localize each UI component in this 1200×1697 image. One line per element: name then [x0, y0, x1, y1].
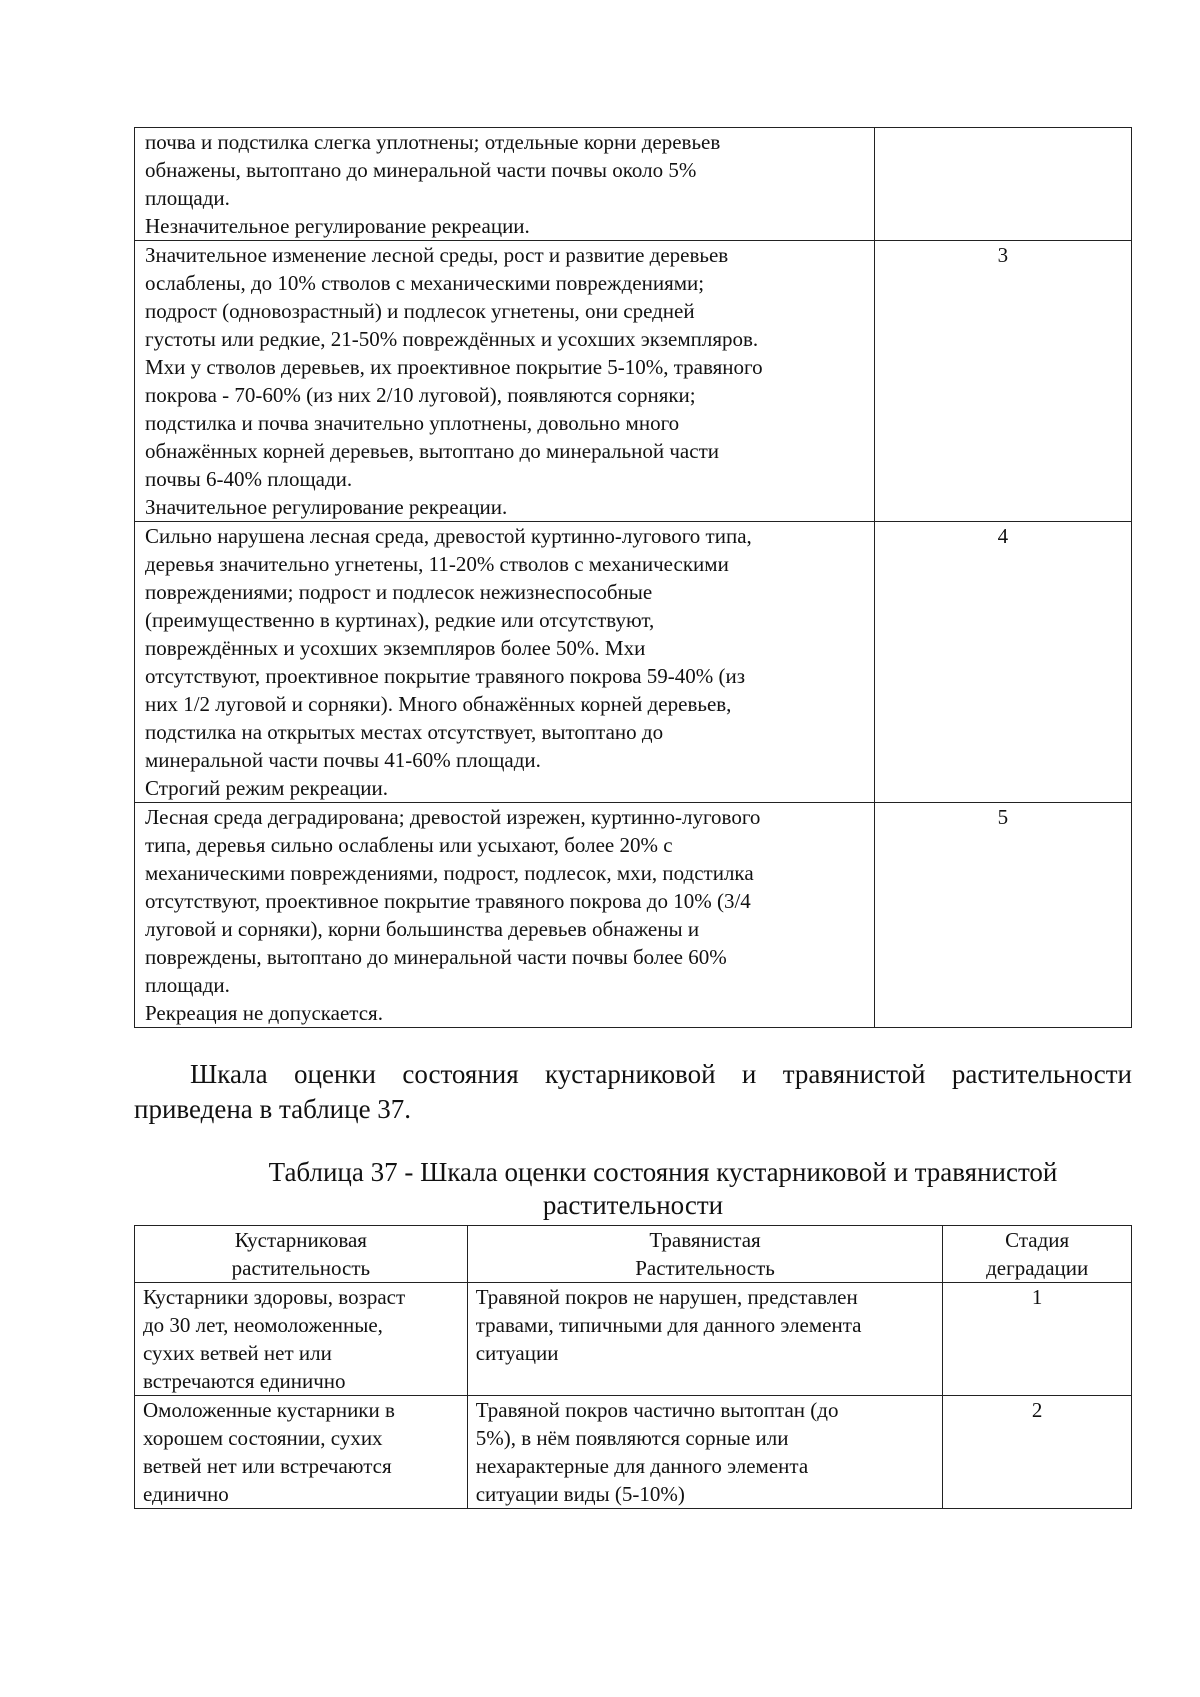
shrub-cell — [135, 1283, 468, 1396]
description-line: Мхи у стволов деревьев, их проективное покрытие 5-10%, травяного — [145, 355, 763, 379]
description-line: Рекреация не допускается. — [145, 1001, 383, 1025]
cell-line: до 30 лет, неомоложенные, — [143, 1313, 383, 1337]
description-line: ослаблены, до 10% стволов с механическими повреждениями; — [145, 271, 705, 295]
grass-cell — [467, 1283, 943, 1396]
condition-description — [135, 241, 875, 522]
table-row — [135, 1396, 1132, 1509]
condition-description — [135, 522, 875, 803]
table-row — [135, 128, 1132, 241]
description-line: подстилка на открытых местах отсутствует, вытоптано до — [145, 720, 664, 744]
condition-description — [135, 128, 875, 241]
header-line: Растительность — [635, 1256, 775, 1280]
description-line: повреждены, вытоптано до минеральной части почвы более 60% — [145, 945, 727, 969]
description-line: подстилка и почва значительно уплотнены, довольно много — [145, 411, 680, 435]
degradation-stage: 3 — [874, 241, 1131, 522]
condition-description — [135, 803, 875, 1028]
description-line: них 1/2 луговой и сорняки). Много обнажённых корней деревьев, — [145, 692, 732, 716]
caption-line: Таблица 37 - Шкала оценки состояния кустарниковой и травянистой — [268, 1157, 1058, 1187]
degradation-table-continued — [134, 127, 1132, 1028]
header-line: деградации — [986, 1256, 1089, 1280]
description-line: Сильно нарушена лесная среда, древостой куртинно-лугового типа, — [145, 524, 752, 548]
cell-line: сухих ветвей нет или — [143, 1341, 332, 1365]
description-line: отсутствуют, проективное покрытие травяного покрова до 10% (3/4 — [145, 889, 751, 913]
cell-line: ветвей нет или встречаются — [143, 1454, 392, 1478]
table-row — [135, 803, 1132, 1028]
cell-line: единично — [143, 1482, 229, 1506]
stage-cell: 1 — [943, 1283, 1132, 1396]
description-line: покрова - 70-60% (из них 2/10 луговой), появляются сорняки; — [145, 383, 696, 407]
cell-line: встречаются единично — [143, 1369, 346, 1393]
description-line: обнажены, вытоптано до минеральной части почвы около 5% — [145, 158, 697, 182]
cell-line: нехарактерные для данного элемента — [475, 1454, 809, 1478]
paragraph-line: приведена в таблице 37. — [134, 1094, 412, 1124]
header-shrub — [135, 1226, 468, 1283]
description-line: Строгий режим рекреации. — [145, 776, 388, 800]
degradation-stage: 5 — [874, 803, 1131, 1028]
cell-line: 5%), в нём появляются сорные или — [475, 1426, 789, 1450]
stage-cell: 2 — [943, 1396, 1132, 1509]
description-line: механическими повреждениями, подрост, подлесок, мхи, подстилка — [145, 861, 754, 885]
table-header-row — [135, 1226, 1132, 1283]
cell-line: Омоложенные кустарники в — [143, 1398, 395, 1422]
description-line: почва и подстилка слегка уплотнены; отдельные корни деревьев — [145, 130, 721, 154]
description-line: площади. — [145, 973, 230, 997]
description-line: типа, деревья сильно ослаблены или усыхают, более 20% с — [145, 833, 673, 857]
description-line: Значительное регулирование рекреации. — [145, 495, 508, 519]
degradation-stage — [874, 128, 1131, 241]
cell-line: Кустарники здоровы, возраст — [143, 1285, 406, 1309]
description-line: (преимущественно в куртинах), редкие или отсутствуют, — [145, 608, 655, 632]
table-row — [135, 241, 1132, 522]
table-caption — [134, 1156, 1132, 1222]
grass-cell — [467, 1396, 943, 1509]
description-line: густоты или редкие, 21-50% повреждённых и усохших экземпляров. — [145, 327, 759, 351]
description-line: почвы 6-40% площади. — [145, 467, 353, 491]
header-line: Травянистая — [649, 1228, 761, 1252]
shrub-cell — [135, 1396, 468, 1509]
description-line: минеральной части почвы 41-60% площади. — [145, 748, 541, 772]
description-line: отсутствуют, проективное покрытие травяного покрова 59-40% (из — [145, 664, 746, 688]
description-line: Лесная среда деградирована; древостой изрежен, куртинно-лугового — [145, 805, 761, 829]
degradation-stage: 4 — [874, 522, 1131, 803]
description-line: Незначительное регулирование рекреации. — [145, 214, 530, 238]
description-line: повреждённых и усохших экземпляров более 50%. Мхи — [145, 636, 646, 660]
description-line: повреждениями; подрост и подлесок нежизнеспособные — [145, 580, 653, 604]
table-37 — [134, 1225, 1132, 1509]
header-line: Стадия — [1005, 1228, 1070, 1252]
table-row — [135, 522, 1132, 803]
cell-line: хорошем состоянии, сухих — [143, 1426, 383, 1450]
cell-line: Травяной покров не нарушен, представлен — [475, 1285, 858, 1309]
description-line: деревья значительно угнетены, 11-20% стволов с механическими — [145, 552, 729, 576]
caption-line: растительности — [542, 1190, 724, 1220]
header-grass — [467, 1226, 943, 1283]
cell-line: ситуации виды (5-10%) — [475, 1482, 685, 1506]
body-paragraph — [134, 1057, 1132, 1127]
header-line: Кустарниковая — [234, 1228, 367, 1252]
cell-line: ситуации — [475, 1341, 559, 1365]
table-row — [135, 1283, 1132, 1396]
description-line: луговой и сорняки), корни большинства деревьев обнажены и — [145, 917, 700, 941]
description-line: площади. — [145, 186, 230, 210]
header-stage — [943, 1226, 1132, 1283]
paragraph-line: Шкала оценки состояния кустарниковой и травянистой растительности — [190, 1059, 1132, 1089]
description-line: Значительное изменение лесной среды, рост и развитие деревьев — [145, 243, 729, 267]
cell-line: травами, типичными для данного элемента — [475, 1313, 862, 1337]
header-line: растительность — [231, 1256, 371, 1280]
description-line: обнажённых корней деревьев, вытоптано до минеральной части — [145, 439, 719, 463]
cell-line: Травяной покров частично вытоптан (до — [475, 1398, 839, 1422]
description-line: подрост (одновозрастный) и подлесок угнетены, они средней — [145, 299, 695, 323]
